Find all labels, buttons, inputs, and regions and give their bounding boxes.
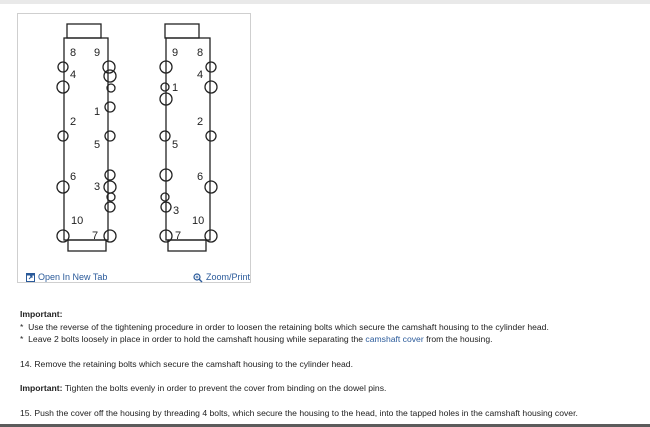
new-tab-icon	[26, 273, 35, 282]
right-housing	[160, 24, 217, 251]
left-bolt-label: 5	[94, 139, 101, 151]
right-bolt-label: 3	[173, 205, 180, 217]
left-bolt-label: 3	[94, 181, 101, 193]
left-bolt-label: 1	[94, 106, 101, 118]
important-label: Important:	[20, 383, 63, 393]
left-bolt-label: 9	[94, 47, 101, 59]
important-note	[20, 382, 640, 395]
step-15: 15. Push the cover off the housing by threading 4 bolts, which secure the housing to the head, into the tapped holes in the camshaft housing cover.	[20, 407, 578, 418]
bullet-text: Use the reverse of the tightening procedure in order to loosen the retaining bolts which secure the camshaft housing to the cylinder head.	[28, 321, 549, 332]
open-in-new-tab-link[interactable]	[26, 272, 107, 283]
right-bolt-label: 10	[192, 215, 205, 227]
left-housing	[57, 24, 116, 251]
bullet-item	[20, 333, 640, 346]
step-14: 14. Remove the retaining bolts which secure the camshaft housing to the cylinder head.	[20, 358, 353, 369]
right-bolt-label: 5	[172, 139, 179, 151]
figure-card	[17, 13, 251, 283]
zoom-print-label: Zoom/Print	[206, 272, 251, 282]
bullet-text: from the housing.	[423, 334, 493, 344]
top-border	[0, 0, 650, 4]
right-bolt-label: 1	[172, 82, 179, 94]
right-bolt-label: 7	[175, 230, 182, 242]
bullet-item	[20, 321, 640, 334]
right-bolt-label: 2	[197, 116, 204, 128]
bullet-text: Leave 2 bolts loosely in place in order to hold the camshaft housing while separating the	[28, 334, 366, 344]
right-bolt-label: 8	[197, 47, 204, 59]
bullet-mark: *	[20, 321, 24, 332]
bullet-mark: *	[20, 334, 24, 344]
camshaft-cover-link[interactable]: camshaft cover	[365, 334, 424, 344]
left-bolt-label: 2	[70, 116, 77, 128]
right-bolt-label: 4	[197, 69, 204, 81]
right-bolt-label: 9	[172, 47, 179, 59]
procedure-content	[20, 308, 640, 419]
important-text: Tighten the bolts evenly in order to prevent the cover from binding on the dowel pins.	[62, 383, 387, 393]
zoom-print-link[interactable]	[193, 272, 250, 283]
important-heading: Important:	[20, 309, 63, 319]
magnifier-icon	[193, 273, 203, 283]
left-bolt-label: 6	[70, 171, 77, 183]
open-in-new-tab-label: Open In New Tab	[38, 272, 108, 282]
left-bolt-label: 4	[70, 69, 77, 81]
camshaft-housing-diagram	[18, 14, 250, 264]
left-bolt-label: 10	[71, 215, 84, 227]
left-bolt-label: 7	[92, 230, 99, 242]
left-bolt-label: 8	[70, 47, 77, 59]
right-bolt-label: 6	[197, 171, 204, 183]
